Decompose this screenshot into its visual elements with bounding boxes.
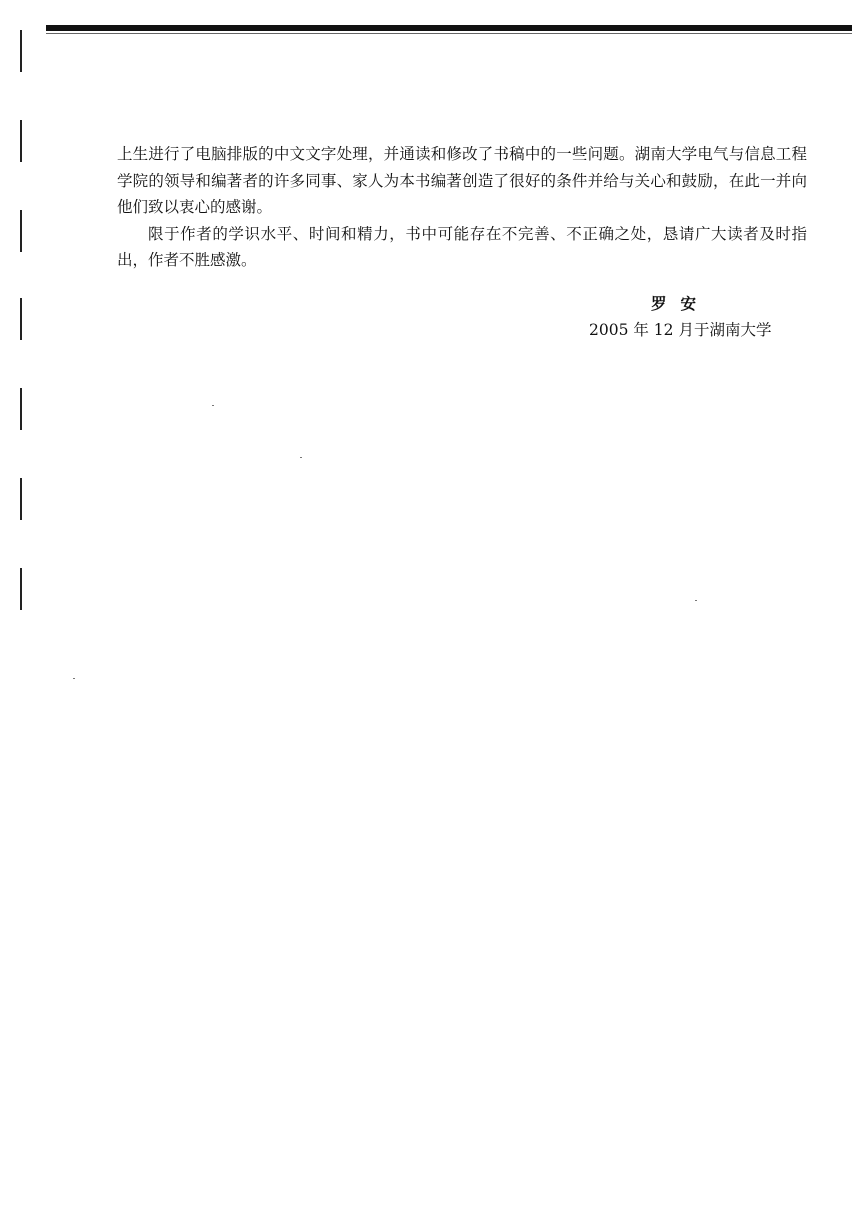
scan-speck [73, 678, 75, 679]
margin-mark [20, 478, 22, 520]
margin-mark [20, 298, 22, 340]
scan-speck [300, 457, 302, 458]
margin-mark [20, 210, 22, 252]
header-rule-thin [46, 33, 852, 34]
preface-paragraph: 上生进行了电脑排版的中文文字处理，并通读和修改了书稿中的一些问题。湖南大学电气与信息工程学院的领导和编著者的许多同事、家人为本书编著创造了很好的条件并给与关心和鼓励，在此一并向他们致以衷心的感谢。 [117, 145, 807, 217]
margin-mark [20, 568, 22, 610]
header-rule [46, 25, 852, 31]
preface-paragraph: 限于作者的学识水平、时间和精力，书中可能存在不完善、不正确之处，恳请广大读者及时指出，作者不胜感激。 [117, 224, 807, 270]
signature-date: 2005 年 12 月于湖南大学 [589, 321, 772, 339]
preface-body [117, 141, 807, 274]
margin-mark [20, 120, 22, 162]
margin-mark [20, 30, 22, 72]
margin-mark [20, 388, 22, 430]
author-signature: 罗安 [651, 294, 711, 313]
scan-speck [695, 600, 697, 601]
scan-speck [212, 405, 214, 406]
